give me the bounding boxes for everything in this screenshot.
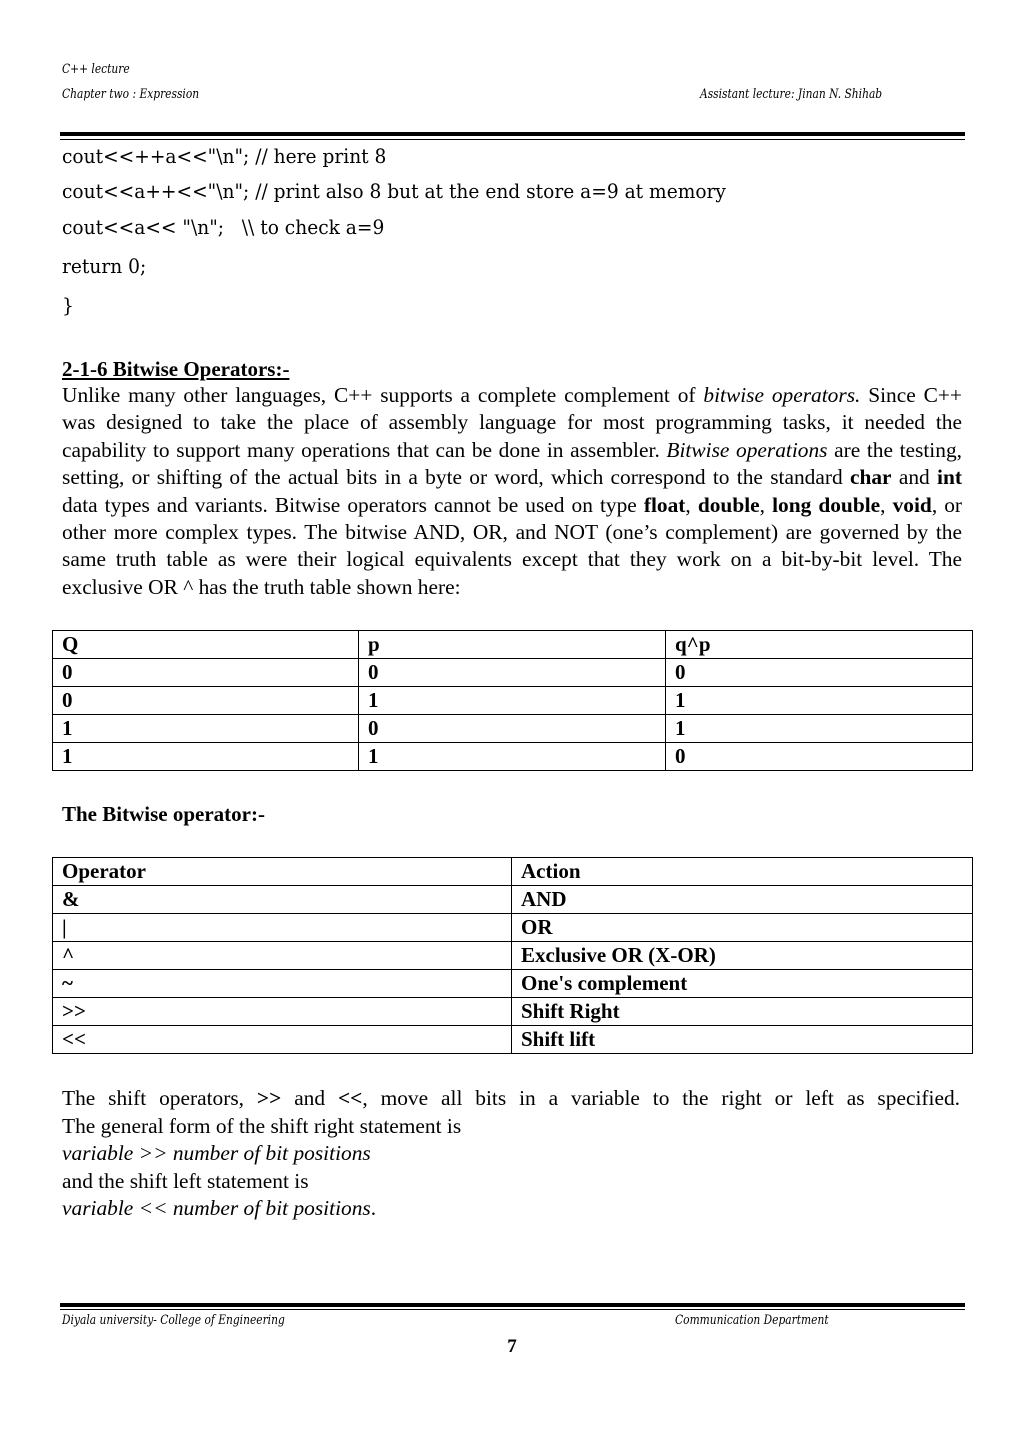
table-row	[53, 687, 973, 715]
table-cell: 1	[53, 743, 359, 771]
operator-table	[52, 857, 973, 1054]
table-cell: 0	[666, 743, 973, 771]
table-cell: Shift lift	[512, 1026, 973, 1054]
header-rule	[60, 132, 965, 136]
footer-rule-thin	[60, 1309, 965, 1310]
code-line-4: return 0;	[62, 254, 147, 278]
table-cell: ~	[53, 970, 512, 998]
table-row	[53, 886, 973, 914]
footer-institution: Diyala university- College of Engineering	[62, 1313, 285, 1328]
table-header-cell: Action	[512, 858, 973, 886]
table-cell: 0	[53, 659, 359, 687]
shift-line-3: variable >> number of bit positions	[62, 1141, 371, 1165]
page-number: 7	[507, 1336, 517, 1357]
header-rule-thin	[60, 139, 965, 140]
truth-table	[52, 630, 973, 771]
table-cell: 0	[666, 659, 973, 687]
table-cell: 1	[359, 687, 666, 715]
table-cell: AND	[512, 886, 973, 914]
table-header-cell: q^p	[666, 631, 973, 659]
table-cell: Shift Right	[512, 998, 973, 1026]
code-line-3: cout<<a<< "\n"; \\ to check a=9	[62, 215, 385, 239]
table-cell: 0	[53, 687, 359, 715]
table-header-cell: Q	[53, 631, 359, 659]
table-cell: 0	[359, 659, 666, 687]
shift-line-4: and the shift left statement is	[62, 1168, 309, 1193]
shift-line-1: The shift operators, >> and <<, move all bits in a variable to the right or left as specified.	[62, 1086, 960, 1110]
code-line-2: cout<<a++<<"\n"; // print also 8 but at the end store a=9 at memory	[62, 179, 726, 203]
code-line-5: }	[62, 293, 74, 317]
table-row	[53, 743, 973, 771]
shift-operators-text	[62, 1085, 960, 1223]
table-row	[53, 631, 973, 659]
section-title: 2-1-6 Bitwise Operators:-	[62, 357, 290, 381]
table-row	[53, 914, 973, 942]
table-cell: >>	[53, 998, 512, 1026]
table-cell: ^	[53, 942, 512, 970]
table-cell: <<	[53, 1026, 512, 1054]
table-cell: 1	[53, 715, 359, 743]
table-header-cell: p	[359, 631, 666, 659]
table-cell: &	[53, 886, 512, 914]
table-row	[53, 970, 973, 998]
operator-section-title: The Bitwise operator:-	[62, 802, 265, 826]
footer-rule	[60, 1303, 965, 1307]
header-course: C++ lecture	[62, 62, 130, 77]
table-row	[53, 1026, 973, 1054]
table-row	[53, 942, 973, 970]
table-cell: OR	[512, 914, 973, 942]
header-chapter: Chapter two : Expression	[62, 87, 200, 102]
table-cell: 0	[359, 715, 666, 743]
header-lecturer: Assistant lecture: Jinan N. Shihab	[700, 87, 883, 102]
code-line-1: cout<<++a<<"\n"; // here print 8	[62, 144, 387, 168]
table-cell: 1	[666, 715, 973, 743]
table-cell: 1	[666, 687, 973, 715]
table-cell: |	[53, 914, 512, 942]
table-cell: Exclusive OR (X-OR)	[512, 942, 973, 970]
table-row	[53, 998, 973, 1026]
table-header-cell: Operator	[53, 858, 512, 886]
shift-line-2: The general form of the shift right statement is	[62, 1113, 462, 1138]
table-row	[53, 715, 973, 743]
table-row	[53, 659, 973, 687]
table-row	[53, 858, 973, 886]
table-cell: One's complement	[512, 970, 973, 998]
table-cell: 1	[359, 743, 666, 771]
footer-department: Communication Department	[675, 1313, 829, 1328]
bitwise-paragraph: Unlike many other languages, C++ supports a complete complement of bitwise operators. Since C++ was designed to take the place of assembly language for most programming tasks, it needed the capability to support many operations that can be done in assembler. Bitwise operations are the testing, setting, or shifting of the actual bits in a byte or word, which correspond to the standard char and int data types and variants. Bitwise operators cannot be used on type float, double, long double, void, or other more complex types. The bitwise AND, OR, and NOT (one’s complement) are governed by the same truth table as were their logical equivalents except that they work on a bit-by-bit level. The exclusive OR ^ has the truth table shown here:	[62, 383, 963, 599]
shift-line-5: variable << number of bit positions.	[62, 1196, 377, 1220]
